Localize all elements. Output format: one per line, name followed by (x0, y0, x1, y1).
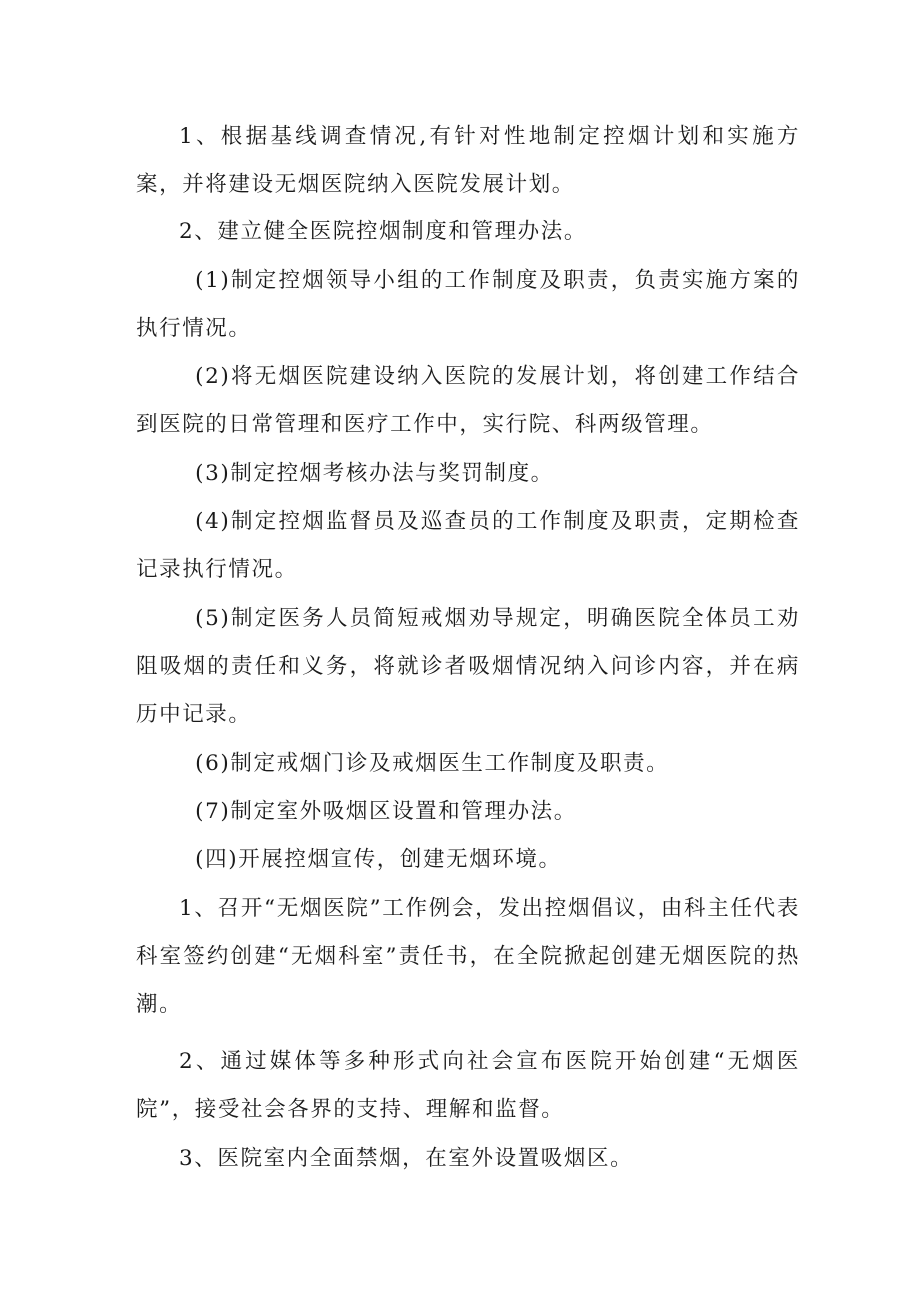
paragraph-item-6: (6)制定戒烟门诊及戒烟医生工作制度及职责。 (195, 751, 670, 776)
paragraph-item-4: (4)制定控烟监督员及巡查员的工作制度及职责，定期检查记录执行情况。 (136, 509, 800, 582)
paragraph-item-1: (1)制定控烟领导小组的工作制度及职责，负责实施方案的执行情况。 (136, 268, 800, 341)
section-heading-publicity: (四)开展控烟宣传，创建无烟环境。 (195, 847, 562, 872)
paragraph-item-5: (5)制定医务人员简短戒烟劝导规定，明确医院全体员工劝阻吸烟的责任和义务，将就诊者吸烟情况纳入问诊内容，并在病历中记录。 (136, 606, 800, 727)
paragraph-media-announcement: 2、通过媒体等多种形式向社会宣布医院开始创建“无烟医院”，接受社会各界的支持、理解和监督。 (136, 1049, 800, 1122)
paragraph-item-7: (7)制定室外吸烟区设置和管理办法。 (195, 799, 577, 824)
paragraph-baseline-plan: 1、根据基线调查情况,有针对性地制定控烟计划和实施方案，并将建设无烟医院纳入医院发展计划。 (136, 124, 800, 197)
paragraph-item-3: (3)制定控烟考核办法与奖罚制度。 (195, 461, 554, 486)
paragraph-control-system: 2、建立健全医院控烟制度和管理办法。 (179, 219, 587, 244)
paragraph-indoor-ban: 3、医院室内全面禁烟，在室外设置吸烟区。 (179, 1146, 634, 1171)
paragraph-meeting-initiative: 1、召开“无烟医院”工作例会，发出控烟倡议，由科主任代表科室签约创建“无烟科室”责任书，在全院掀起创建无烟医院的热潮。 (136, 896, 800, 1017)
paragraph-item-2: (2)将无烟医院建设纳入医院的发展计划，将创建工作结合到医院的日常管理和医疗工作中，实行院、科两级管理。 (136, 364, 800, 437)
